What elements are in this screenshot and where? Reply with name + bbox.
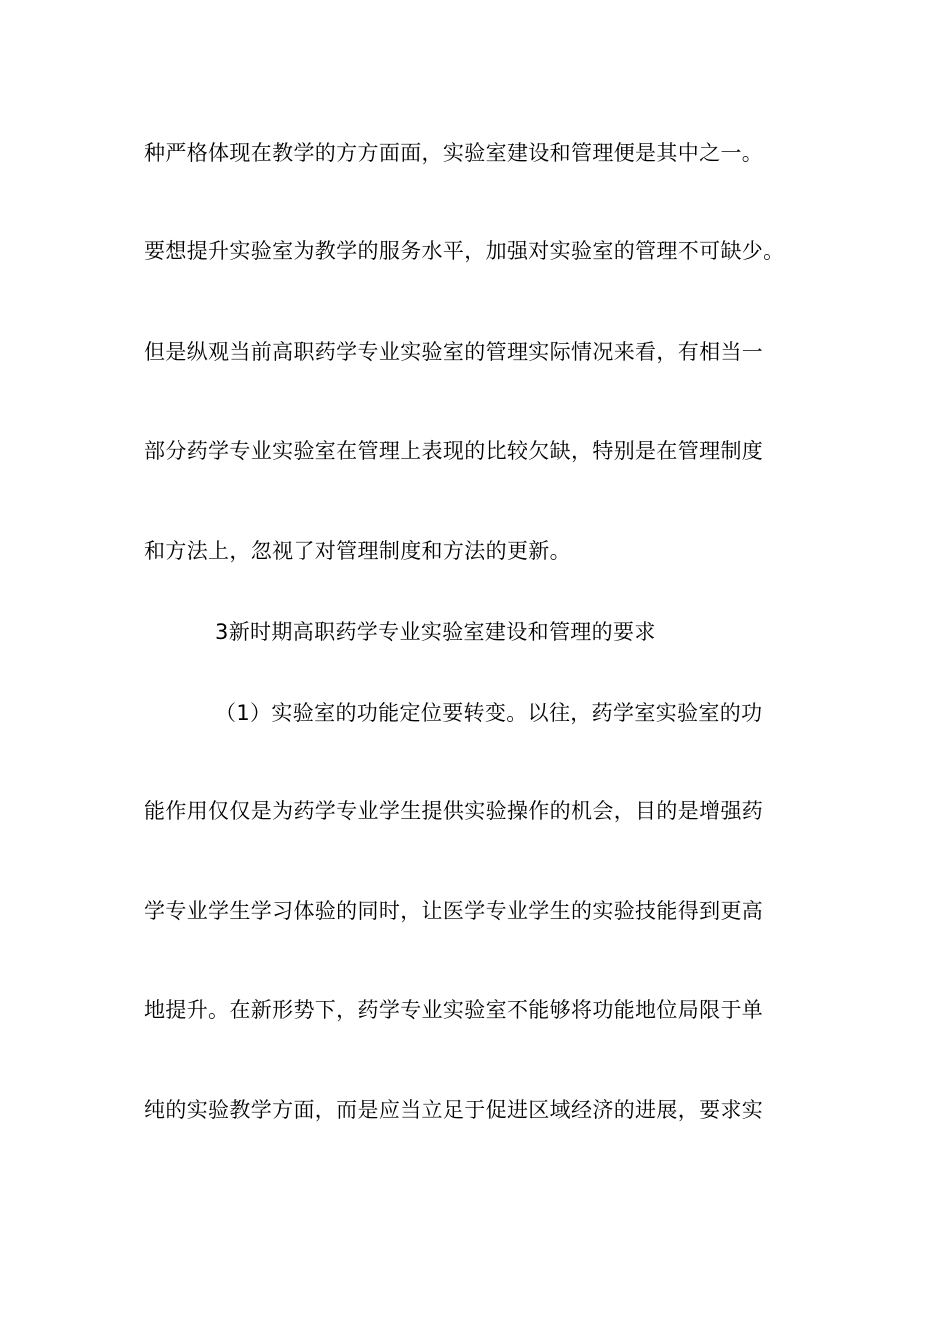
section-line-3: 学专业学生学习体验的同时，让医学专业学生的实验技能得到更高: [144, 899, 764, 923]
paragraph-line-2: 要想提升实验室为教学的服务水平，加强对实验室的管理不可缺少。: [144, 239, 785, 263]
paragraph-line-1: 种严格体现在教学的方方面面，实验室建设和管理便是其中之一。: [144, 141, 764, 165]
section-line-1: （1）实验室的功能定位要转变。以往，药学室实验室的功: [215, 701, 763, 725]
section-heading: 3新时期高职药学专业实验室建设和管理的要求: [215, 620, 656, 644]
section-line-2: 能作用仅仅是为药学专业学生提供实验操作的机会，目的是增强药: [144, 799, 764, 823]
paragraph-line-5: 和方法上，忽视了对管理制度和方法的更新。: [144, 539, 571, 563]
paragraph-line-4: 部分药学专业实验室在管理上表现的比较欠缺，特别是在管理制度: [144, 439, 764, 463]
paragraph-line-3: 但是纵观当前高职药学专业实验室的管理实际情况来看，有相当一: [144, 340, 764, 364]
section-line-4: 地提升。在新形势下，药学专业实验室不能够将功能地位局限于单: [144, 998, 764, 1022]
section-line-5: 纯的实验教学方面，而是应当立足于促进区域经济的进展，要求实: [144, 1098, 764, 1122]
